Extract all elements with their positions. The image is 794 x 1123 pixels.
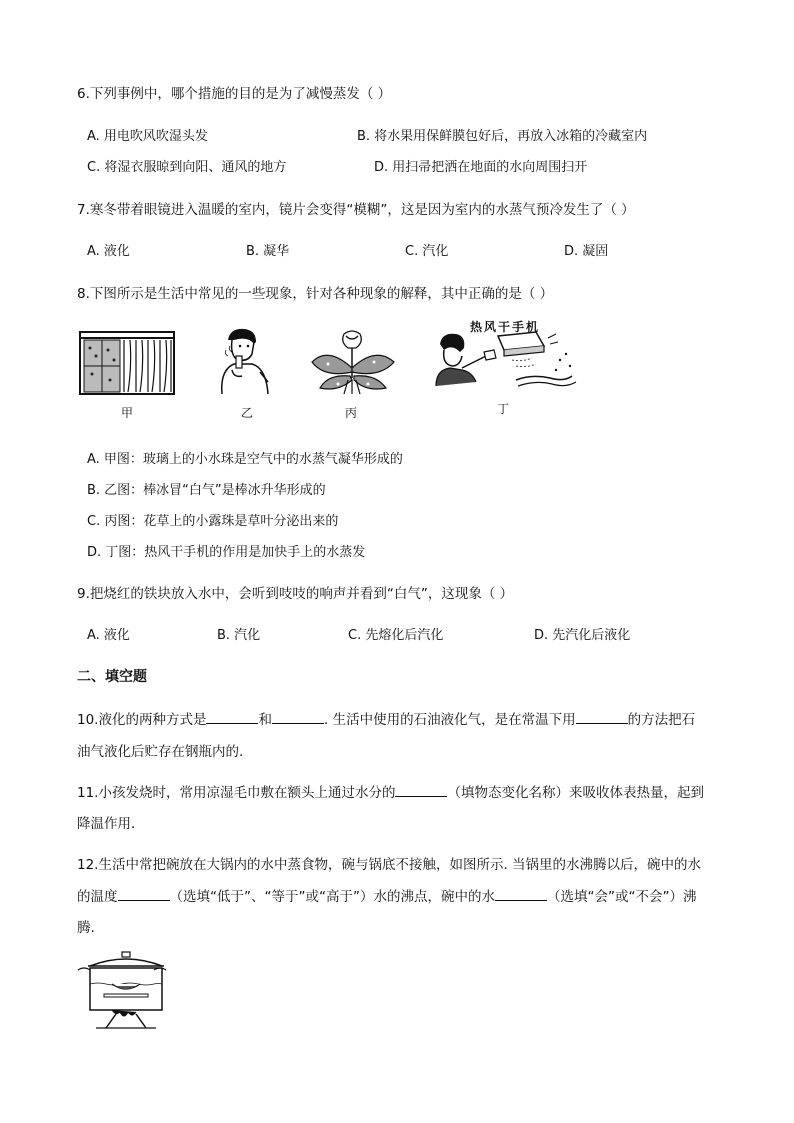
q12-line-3: 腾. xyxy=(77,920,95,936)
q6-option-a: A. 用电吹风吹湿头发 xyxy=(87,129,208,144)
q11-text-part-1: 11.小孩发烧时，常用凉湿毛巾敷在额头上通过水分的 xyxy=(77,785,396,801)
q12-blank-2[interactable] xyxy=(495,888,547,901)
q7-option-a: A. 液化 xyxy=(87,244,130,259)
q7-stem: 7.寒冬带着眼镜进入温暖的室内，镜片会变得“模糊”，这是因为室内的水蒸气预冷发生了（ ） xyxy=(77,202,635,218)
q10-text-part-2: 和 xyxy=(258,712,272,728)
section-title-fill-in: 二、填空题 xyxy=(77,669,147,685)
q7-option-b: B. 凝华 xyxy=(246,244,290,259)
q9-option-a: A. 液化 xyxy=(87,628,130,643)
q8-option-c: C. 丙图：花草上的小露珠是草叶分泌出来的 xyxy=(87,514,339,529)
q6-option-c: C. 将湿衣服晾到向阳、通风的地方 xyxy=(87,160,287,175)
figure-yi-boy-popsicle xyxy=(212,326,280,396)
q10-line-2: 油气液化后贮存在钢瓶内的. xyxy=(77,744,244,760)
q12-line-1: 12.生活中常把碗放在大锅内的水中蒸食物，碗与锅底不接触，如图所示. 当锅里的水沸腾以后，碗中的水 xyxy=(77,857,702,873)
q6-option-d: D. 用扫帚把洒在地面的水向周围扫开 xyxy=(374,160,588,175)
figure-bing-flower xyxy=(308,328,398,396)
q10-text-part-3: . 生活中使用的石油液化气，是在常温下用 xyxy=(323,712,576,728)
q11-line-2: 降温作用. xyxy=(77,816,136,832)
q8-stem: 8.下图所示是生活中常见的一些现象，针对各种现象的解释，其中正确的是（ ） xyxy=(77,286,554,302)
figure-label-yi: 乙 xyxy=(241,406,254,420)
figure-jia-window xyxy=(78,328,176,396)
q11-blank-1[interactable] xyxy=(395,784,447,797)
q8-option-d: D. 丁图：热风干手机的作用是加快手上的水蒸发 xyxy=(87,545,366,560)
q7-option-d: D. 凝固 xyxy=(564,244,609,259)
figure-label-jia: 甲 xyxy=(121,406,134,420)
q12-line-2 xyxy=(77,885,696,905)
figure-ding-dryer-text: 热风干手机 xyxy=(470,320,541,334)
q9-stem: 9.把烧红的铁块放入水中，会听到吱吱的响声并看到“白气”，这现象（ ） xyxy=(77,586,514,602)
q12-blank-1[interactable] xyxy=(118,888,170,901)
q9-option-b: B. 汽化 xyxy=(217,628,261,643)
q7-option-c: C. 汽化 xyxy=(405,244,449,259)
q10-text-part-1: 10.液化的两种方式是 xyxy=(77,712,207,728)
figure-label-bing: 丙 xyxy=(345,406,358,420)
figure-label-ding: 丁 xyxy=(497,402,510,416)
q10-line-1 xyxy=(77,708,695,728)
q11-text-part-2: （填物态变化名称）来吸收体表热量，起到 xyxy=(447,785,704,801)
q6-option-b: B. 将水果用保鲜膜包好后，再放入冰箱的冷藏室内 xyxy=(357,129,648,144)
q8-option-a: A. 甲图：玻璃上的小水珠是空气中的水蒸气凝华形成的 xyxy=(87,452,403,467)
q10-text-part-4: 的方法把石 xyxy=(627,712,696,728)
q12-text-part-2: （选填“低于”、“等于”或“高于”）水的沸点，碗中的水 xyxy=(169,889,495,905)
q10-blank-3[interactable] xyxy=(576,711,628,724)
q11-line-1 xyxy=(77,781,704,801)
figure-ding-hand-dryer xyxy=(432,330,582,392)
q10-blank-2[interactable] xyxy=(272,711,324,724)
q8-option-b: B. 乙图：棒冰冒“白气”是棒冰升华形成的 xyxy=(87,483,326,498)
q10-blank-1[interactable] xyxy=(206,711,258,724)
q9-option-d: D. 先汽化后液化 xyxy=(534,628,631,643)
q12-text-part-3: （选填“会”或“不会”）沸 xyxy=(546,889,697,905)
q9-option-c: C. 先熔化后汽化 xyxy=(348,628,444,643)
q12-text-part-1: 的温度 xyxy=(77,889,118,905)
figure-steaming-pot xyxy=(76,950,168,1032)
q6-stem: 6.下列事例中，哪个措施的目的是为了减慢蒸发（ ） xyxy=(77,86,392,102)
